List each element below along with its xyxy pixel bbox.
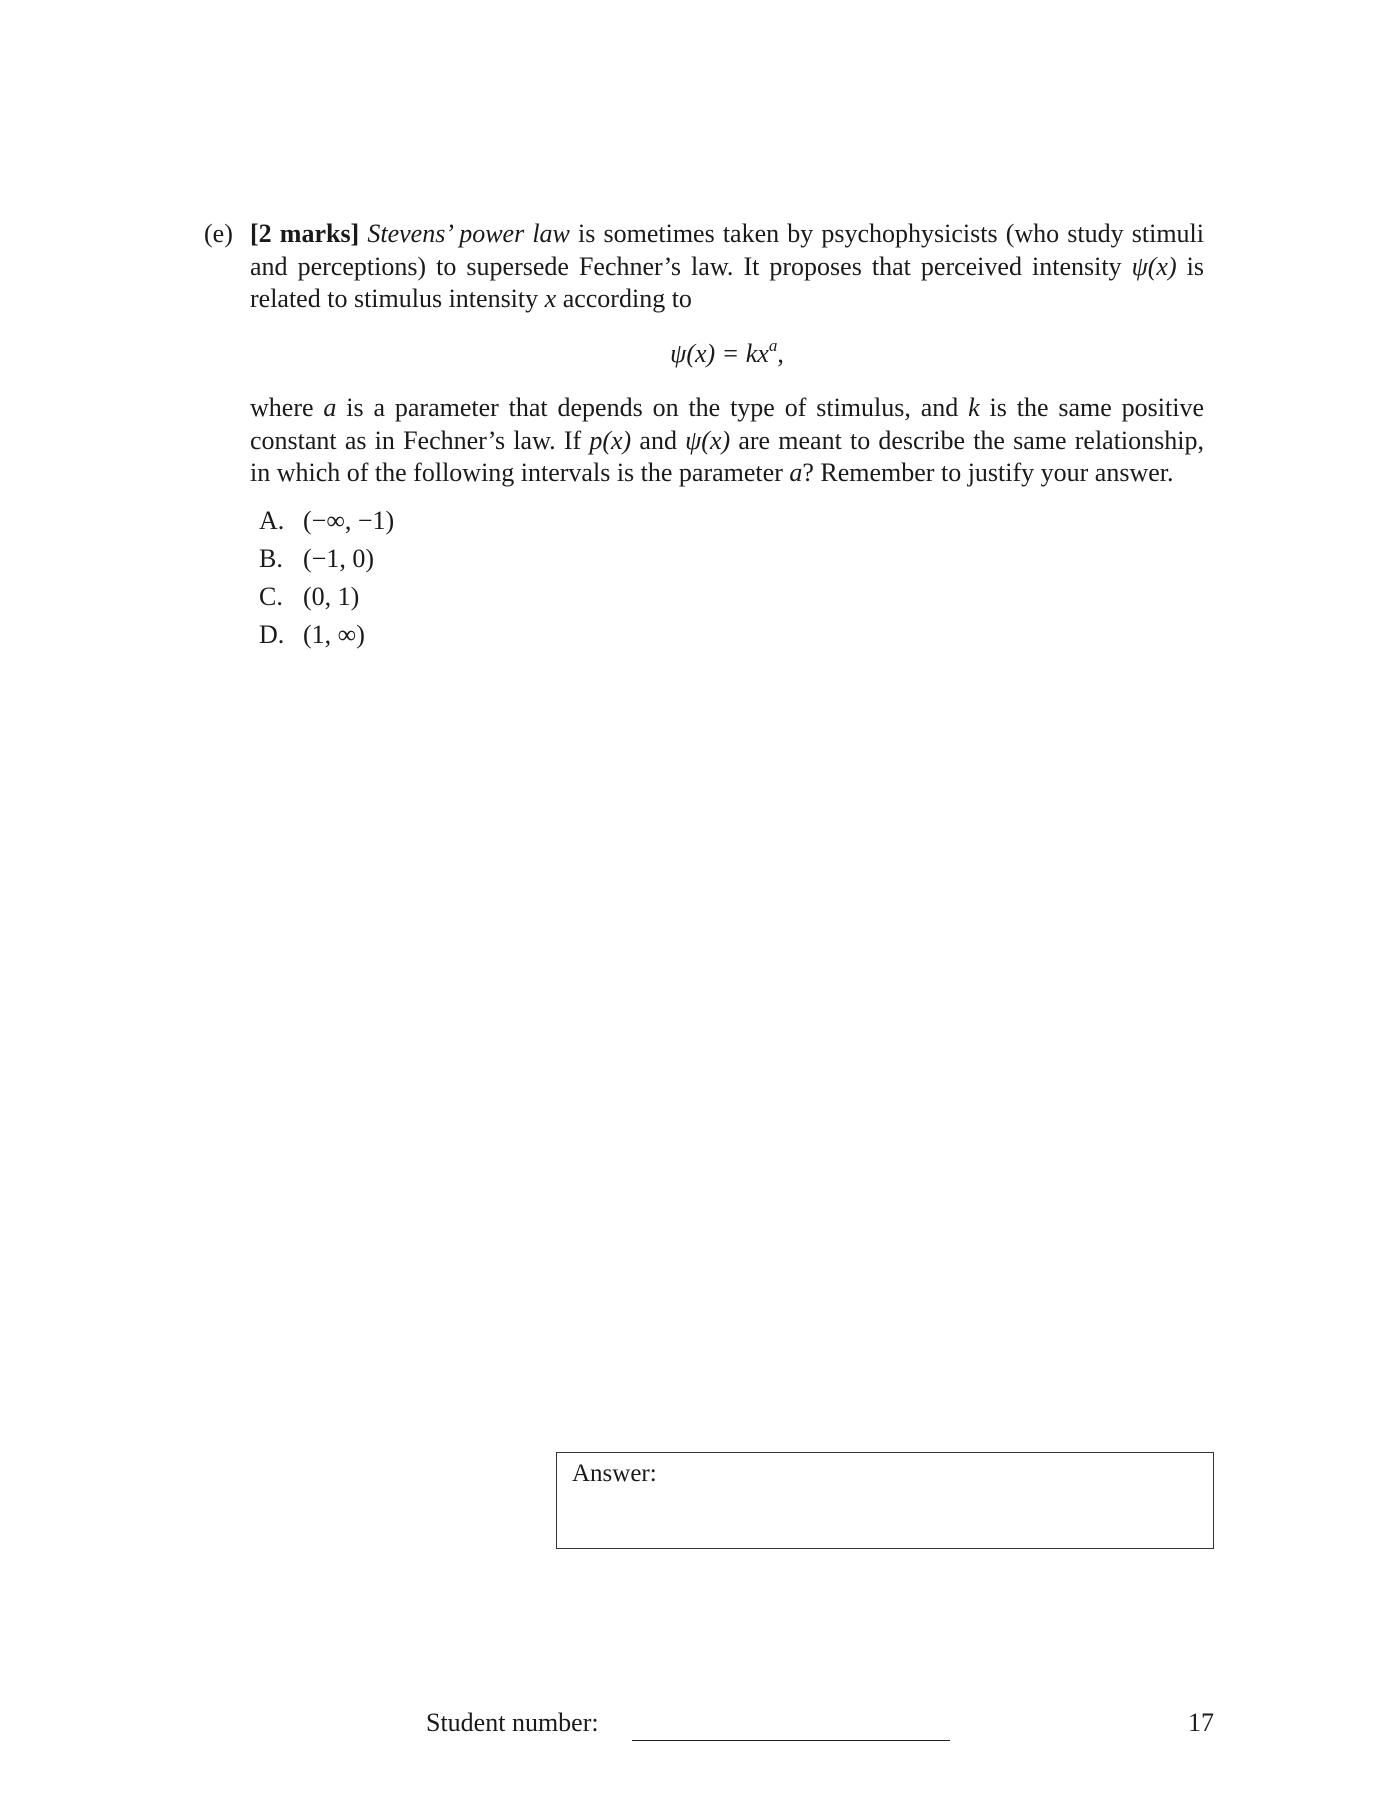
- body-text-3: is the same positive constant as in Fechner’s law. If: [250, 393, 1205, 455]
- body-text-4: and: [631, 425, 686, 455]
- equation-exponent: a: [768, 335, 778, 355]
- answer-label: Answer:: [572, 1460, 657, 1487]
- option-c: C. (0, 1): [259, 581, 360, 611]
- psi-function: ψ(x): [685, 425, 731, 455]
- marks-label: [2 marks]: [250, 219, 360, 248]
- answer-options: [204, 502, 1204, 654]
- answer-box[interactable]: [556, 1452, 1214, 1549]
- question-e: [204, 218, 1204, 654]
- intro-text: is sometimes taken by psychophysicists (who study stimuli and perceptions) to supersede Fechner’s law. It proposes that perceived intensity: [250, 219, 1204, 281]
- question-body: [204, 392, 1204, 490]
- question-intro: [204, 218, 1204, 316]
- display-equation: [250, 335, 1204, 371]
- question-label: (e): [204, 219, 233, 248]
- option-b: B. (−1, 0): [259, 543, 374, 573]
- equation-tail: ,: [777, 338, 784, 368]
- body-text-2: is a parameter that depends on the type of stimulus, and: [336, 393, 969, 422]
- a-variable: a: [323, 393, 337, 422]
- student-number-label: Student number:: [426, 1708, 599, 1737]
- body-text-6: ? Remember to justify your answer.: [802, 458, 1174, 487]
- body-text-1: where: [250, 393, 324, 422]
- equation-lhs: ψ(x) = kx: [670, 338, 769, 368]
- intro-text-3: according to: [556, 284, 692, 313]
- a-variable-2: a: [789, 458, 803, 487]
- k-variable: k: [968, 393, 980, 422]
- student-number-field[interactable]: [632, 1740, 950, 1741]
- psi-symbol: ψ(x): [1131, 251, 1177, 281]
- option-d: D. (1, ∞): [259, 619, 365, 649]
- body-text-5: are meant to describe the same relationship, in which of the following intervals is the parameter: [250, 425, 1205, 487]
- x-variable: x: [544, 284, 557, 313]
- intro-text-2: is related to stimulus intensity: [250, 251, 1204, 313]
- option-a: A. (−∞, −1): [259, 505, 395, 535]
- p-function: p(x): [589, 425, 632, 455]
- page-number: 17: [1188, 1708, 1214, 1737]
- law-name: Stevens’ power law: [367, 219, 570, 248]
